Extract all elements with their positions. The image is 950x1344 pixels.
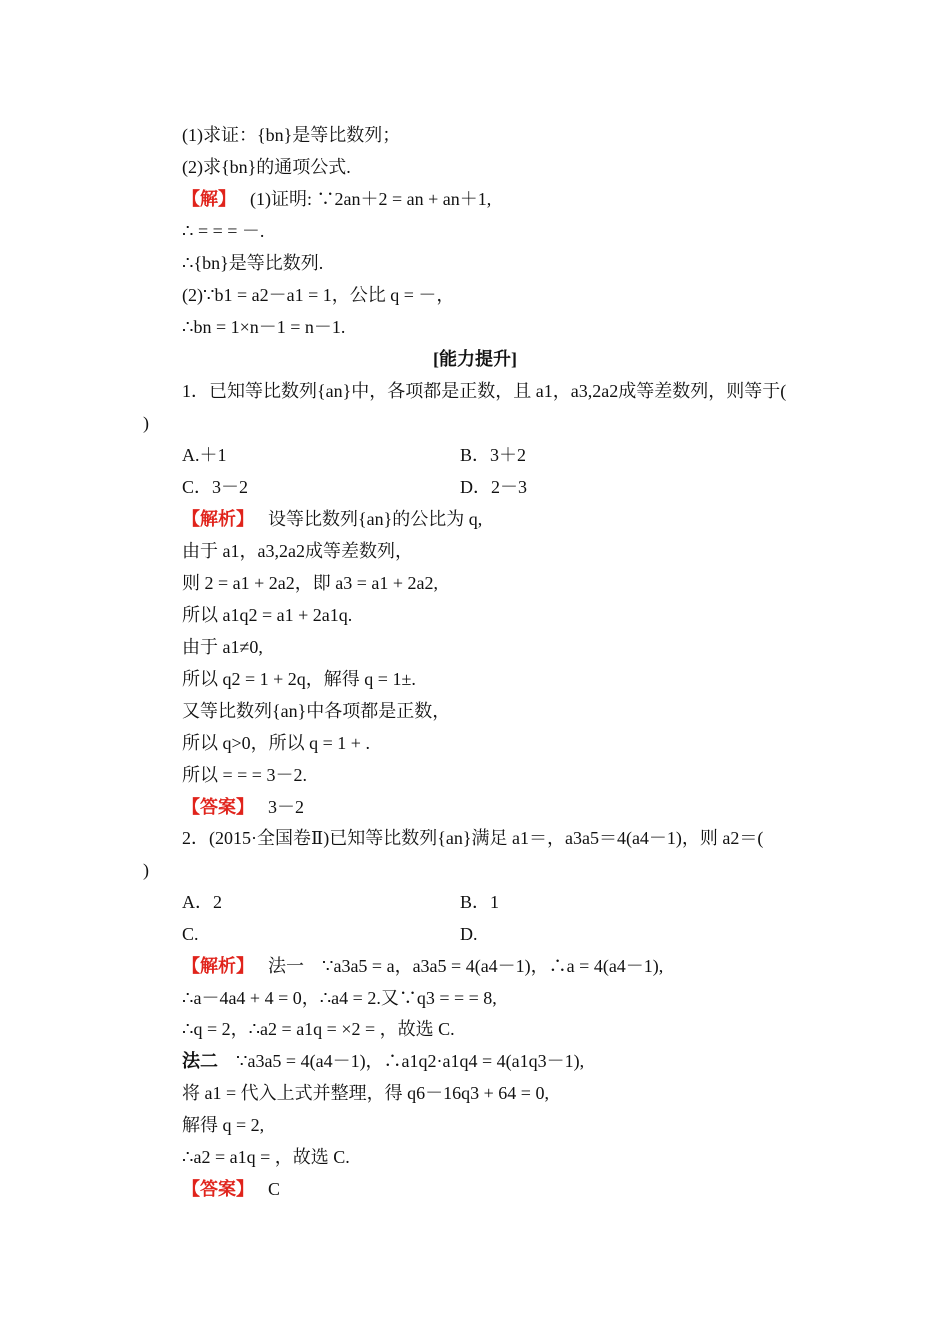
prev-solution-line-5: ∴bn = 1×n－1 = n－1.: [182, 317, 346, 337]
problem-1-analysis-line-8: 所以 q>0，所以 q = 1 + .: [182, 733, 370, 753]
problem-2-stem-cont: ): [143, 860, 149, 880]
problem-2-answer: C: [268, 1179, 281, 1199]
section-title: [能力提升]: [433, 349, 517, 369]
problem-1-analysis-line-1: [182, 507, 482, 531]
problem-1-option-a: A.＋1: [182, 445, 227, 465]
problem-1-analysis-line-5: 由于 a1≠0,: [182, 637, 263, 657]
problem-1-answer: 3－2: [268, 797, 304, 817]
method-1-label: 法一: [268, 956, 304, 976]
problem-2-option-d: D.: [460, 924, 478, 944]
problem-2-option-b: B．1: [460, 892, 500, 912]
problem-1-option-c: C．3－2: [182, 477, 249, 497]
solution-tag: 【解】: [182, 189, 236, 209]
answer-tag: 【答案】: [182, 1179, 254, 1199]
problem-1-analysis-line-6: 所以 q2 = 1 + 2q，解得 q = 1±.: [182, 669, 416, 689]
prev-solution-line-3: ∴{bn}是等比数列.: [182, 253, 324, 273]
prev-solution-line-1: [182, 187, 491, 211]
problem-2-answer-line: [182, 1177, 280, 1201]
problem-2-option-a: A．2: [182, 892, 222, 912]
problem-2-method-2-line-4: ∴a2 = a1q = ，故选 C.: [182, 1147, 350, 1167]
analysis-tag: 【解析】: [182, 956, 254, 976]
method-2-label: 法二: [182, 1051, 218, 1071]
problem-2-method-2-line-3: 解得 q = 2,: [182, 1115, 265, 1135]
problem-1-analysis-line-9: 所以 = = = 3－2.: [182, 765, 307, 785]
prev-solution-line-4: (2)∵b1 = a2－a1 = 1，公比 q = －，: [182, 285, 455, 305]
problem-2-analysis-line-2: ∴a－4a4 + 4 = 0，∴a4 = 2.又∵q3 = = = 8,: [182, 988, 497, 1008]
prev-question-1: (1)求证：{bn}是等比数列；: [182, 125, 401, 145]
problem-1-analysis-line-7: 又等比数列{an}中各项都是正数，: [182, 701, 451, 721]
problem-2-analysis-line-1: [182, 954, 663, 978]
problem-2-method-2-line-1: [182, 1049, 584, 1073]
prev-solution-text-1: (1)证明: ∵2an＋2 = an + an＋1,: [250, 189, 492, 209]
prev-question-2: (2)求{bn}的通项公式.: [182, 157, 351, 177]
problem-2-option-c: C.: [182, 924, 199, 944]
analysis-tag: 【解析】: [182, 509, 254, 529]
problem-1-analysis-line-2: 由于 a1，a3,2a2成等差数列，: [182, 541, 413, 561]
problem-1-analysis-line-4: 所以 a1q2 = a1 + 2a1q.: [182, 605, 353, 625]
problem-1-answer-line: [182, 795, 304, 819]
problem-1-stem-cont: ): [143, 413, 149, 433]
problem-1-analysis-text-1: 设等比数列{an}的公比为 q,: [268, 509, 483, 529]
problem-2-analysis-line-3: ∴q = 2，∴a2 = a1q = ×2 = ，故选 C.: [182, 1019, 455, 1039]
problem-1-option-d: D．2－3: [460, 477, 527, 497]
answer-tag: 【答案】: [182, 797, 254, 817]
problem-2-analysis-text-1: ∵a3a5 = a，a3a5 = 4(a4－1)，∴a = 4(a4－1),: [322, 956, 664, 976]
problem-2-method-2-text-1: ∵a3a5 = 4(a4－1)，∴a1q2·a1q4 = 4(a1q3－1),: [236, 1051, 585, 1071]
problem-1-analysis-line-3: 则 2 = a1 + 2a2，即 a3 = a1 + 2a2,: [182, 573, 439, 593]
problem-1-stem: 1．已知等比数列{an}中，各项都是正数，且 a1，a3,2a2成等差数列，则等于(: [182, 381, 787, 401]
prev-solution-line-2: ∴ = = = －.: [182, 221, 265, 241]
problem-1-option-b: B．3＋2: [460, 445, 527, 465]
problem-2-method-2-line-2: 将 a1 = 代入上式并整理，得 q6－16q3 + 64 = 0,: [182, 1083, 549, 1103]
problem-2-stem: 2．(2015·全国卷Ⅱ)已知等比数列{an}满足 a1＝，a3a5＝4(a4－1)，则 a2＝(: [182, 828, 764, 848]
